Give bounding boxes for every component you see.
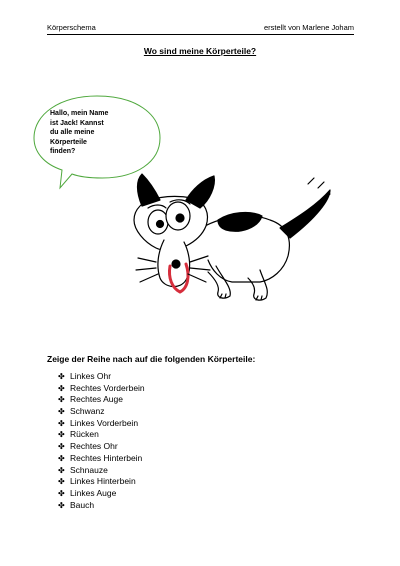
clover-cross-icon: ✤ [58,500,65,510]
clover-cross-icon: ✤ [58,488,65,498]
clover-cross-icon: ✤ [58,465,65,475]
list-item [58,406,145,418]
list-item-label: Rechtes Hinterbein [70,452,143,463]
speech-line: Körperteile [50,138,87,146]
dog-nose [172,260,180,268]
speech-line: Hallo, mein Name [50,110,109,117]
list-item-label: Rücken [70,429,99,440]
header-right-text: erstellt von Marlene Joham [263,23,354,32]
front-leg [208,266,230,298]
list-item-label: Rechtes Vorderbein [70,382,145,393]
clover-cross-icon: ✤ [58,430,65,440]
list-item-label: Linkes Ohr [70,371,112,381]
header-left-text: Körperschema [47,23,96,32]
list-item [58,465,145,477]
list-item [58,500,145,512]
list-item [58,383,145,395]
list-item [58,441,145,453]
instruction-text: Zeige der Reihe nach auf die folgenden Körperteile: [47,354,256,364]
body-parts-list [58,371,145,511]
list-item [58,418,145,430]
clover-cross-icon: ✤ [58,453,65,463]
list-item [58,394,145,406]
clover-cross-icon: ✤ [58,418,65,428]
list-item [58,453,145,465]
list-item [58,429,145,441]
clover-cross-icon: ✤ [58,477,65,487]
clover-cross-icon: ✤ [58,372,65,381]
list-item-label: Schwanz [70,406,105,417]
page-title: Wo sind meine Körperteile? [143,46,257,56]
clover-cross-icon: ✤ [58,407,65,417]
speech-line: finden? [50,148,76,155]
list-item-label: Schnauze [70,464,108,475]
list-item-label: Linkes Hinterbein [70,476,136,487]
dog-illustration [120,170,340,310]
speech-line: du alle meine [50,129,95,136]
clover-cross-icon: ✤ [58,442,65,452]
list-item [58,476,145,488]
list-item-label: Rechtes Auge [70,394,123,405]
clover-cross-icon: ✤ [58,395,65,405]
list-item-label: Linkes Vorderbein [70,417,139,428]
list-item-label: Rechtes Ohr [70,441,118,452]
speech-bubble-text [50,109,128,157]
clover-cross-icon: ✤ [58,383,65,393]
list-item-label: Bauch [70,499,95,510]
left-ear [138,174,161,206]
page-header [47,23,354,35]
dog-tail [280,190,330,238]
list-item [58,371,145,383]
speech-line: ist Jack! Kannst [50,119,104,127]
list-item-label: Linkes Auge [70,487,117,498]
back-patch [218,213,262,232]
list-item [58,488,145,500]
